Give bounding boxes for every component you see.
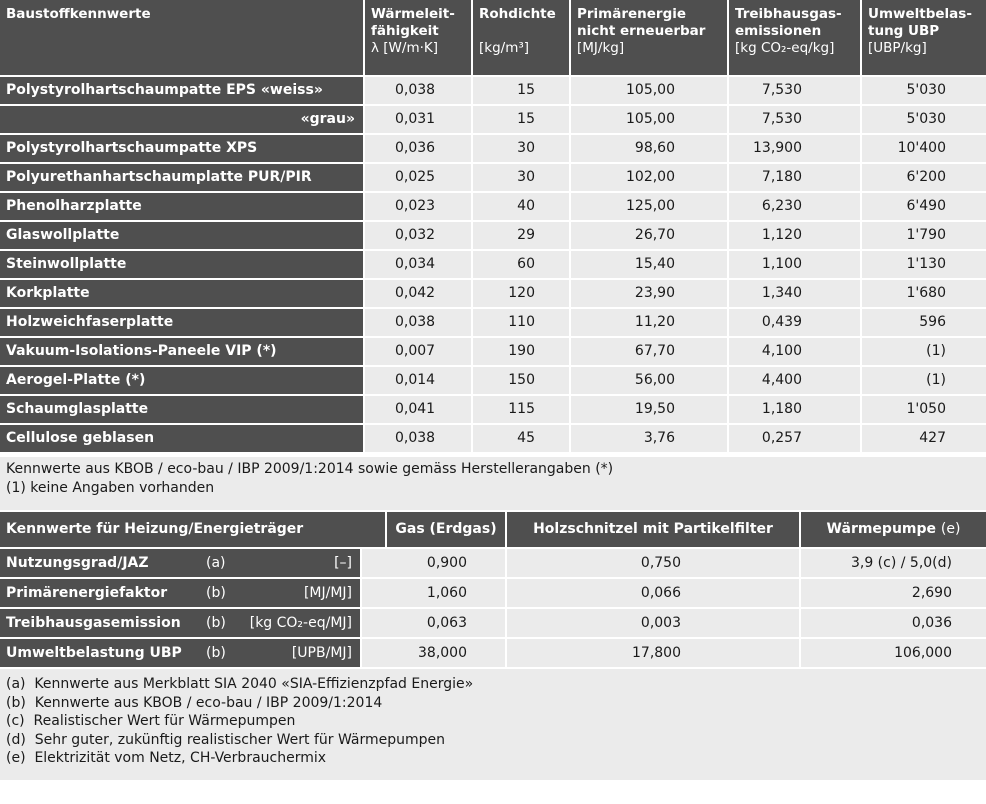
header-primary-energy-title: Primärenergie nicht erneuerbar bbox=[577, 6, 706, 39]
energy-row-label bbox=[0, 609, 360, 637]
header-heatpump bbox=[801, 512, 986, 547]
material-name: Polystyrolhartschaumpatte EPS «weiss» bbox=[0, 77, 363, 104]
header-ghg-title: Treibhausgas-emissionen bbox=[735, 6, 842, 39]
energy-row-name: Treibhausgasemission bbox=[6, 615, 181, 631]
material-energy: 67,70 bbox=[571, 338, 727, 365]
material-ubp: 1'790 bbox=[862, 222, 986, 249]
material-lambda: 0,007 bbox=[365, 338, 471, 365]
energy-row-ref: (b) bbox=[206, 585, 226, 601]
energy-gas-value: 0,063 bbox=[362, 609, 505, 637]
material-energy: 56,00 bbox=[571, 367, 727, 394]
header-density bbox=[473, 0, 569, 75]
header-ubp-title: Umweltbelas-tung UBP bbox=[868, 6, 972, 39]
header-conductivity-title: Wärmeleit-fähigkeit bbox=[371, 6, 455, 39]
material-ghg: 7,530 bbox=[729, 106, 860, 133]
material-ubp: (1) bbox=[862, 367, 986, 394]
material-lambda: 0,032 bbox=[365, 222, 471, 249]
material-ghg: 0,257 bbox=[729, 425, 860, 452]
heating-notes bbox=[0, 669, 986, 780]
materials-note-source: Kennwerte aus KBOB / eco-bau / IBP 2009/1:2014 sowie gemäss Herstellerangaben (*) bbox=[6, 461, 614, 477]
material-density: 115 bbox=[473, 396, 569, 423]
energy-row-name: Umweltbelastung UBP bbox=[6, 645, 182, 661]
energy-wood-value: 0,003 bbox=[507, 609, 799, 637]
material-energy: 15,40 bbox=[571, 251, 727, 278]
material-density: 29 bbox=[473, 222, 569, 249]
heating-note-d: (d) Sehr guter, zukünftig realistischer Wert für Wärmepumpen bbox=[6, 731, 446, 748]
material-name: Vakuum-Isolations-Paneele VIP (*) bbox=[0, 338, 363, 365]
energy-wood-value: 0,066 bbox=[507, 579, 799, 607]
material-ghg: 1,120 bbox=[729, 222, 860, 249]
energy-wood-value: 17,800 bbox=[507, 639, 799, 667]
header-heating bbox=[0, 512, 385, 547]
material-density: 15 bbox=[473, 77, 569, 104]
material-name: Steinwollplatte bbox=[0, 251, 363, 278]
material-name: Glaswollplatte bbox=[0, 222, 363, 249]
energy-row-name: Nutzungsgrad/JAZ bbox=[6, 555, 149, 571]
energy-gas-value: 0,900 bbox=[362, 549, 505, 577]
energy-row-ref: (a) bbox=[206, 555, 226, 571]
material-name: «grau» bbox=[0, 106, 363, 133]
material-name: Cellulose geblasen bbox=[0, 425, 363, 452]
energy-heatpump-value: 2,690 bbox=[801, 579, 986, 607]
material-lambda: 0,038 bbox=[365, 425, 471, 452]
header-primary-energy bbox=[571, 0, 727, 75]
material-lambda: 0,041 bbox=[365, 396, 471, 423]
heating-note-a: (a) Kennwerte aus Merkblatt SIA 2040 «SIA-Effizienzpfad Energie» bbox=[6, 676, 474, 692]
header-ghg-unit: [kg CO₂-eq/kg] bbox=[735, 40, 835, 56]
material-ubp: 596 bbox=[862, 309, 986, 336]
material-ghg: 1,180 bbox=[729, 396, 860, 423]
material-density: 110 bbox=[473, 309, 569, 336]
material-ghg: 7,180 bbox=[729, 164, 860, 191]
energy-heatpump-value: 106,000 bbox=[801, 639, 986, 667]
material-energy: 26,70 bbox=[571, 222, 727, 249]
material-name: Korkplatte bbox=[0, 280, 363, 307]
energy-row-label bbox=[0, 579, 360, 607]
material-density: 15 bbox=[473, 106, 569, 133]
material-ghg: 0,439 bbox=[729, 309, 860, 336]
material-lambda: 0,038 bbox=[365, 309, 471, 336]
material-density: 60 bbox=[473, 251, 569, 278]
energy-heatpump-value: 0,036 bbox=[801, 609, 986, 637]
material-ubp: 1'680 bbox=[862, 280, 986, 307]
materials-notes bbox=[0, 457, 986, 510]
material-ubp: 427 bbox=[862, 425, 986, 452]
material-ubp: (1) bbox=[862, 338, 986, 365]
material-ubp: 1'130 bbox=[862, 251, 986, 278]
energy-row-unit: [UPB/MJ] bbox=[291, 645, 352, 661]
material-name: Aerogel-Platte (*) bbox=[0, 367, 363, 394]
header-ubp bbox=[862, 0, 986, 75]
material-ubp: 6'490 bbox=[862, 193, 986, 220]
material-ghg: 7,530 bbox=[729, 77, 860, 104]
header-conductivity bbox=[365, 0, 471, 75]
material-ghg: 4,400 bbox=[729, 367, 860, 394]
material-energy: 102,00 bbox=[571, 164, 727, 191]
material-density: 40 bbox=[473, 193, 569, 220]
energy-row-unit: [kg CO₂-eq/MJ] bbox=[249, 615, 352, 631]
material-name: Polyurethanhartschaumplatte PUR/PIR bbox=[0, 164, 363, 191]
header-primary-energy-unit: [MJ/kg] bbox=[577, 40, 625, 56]
material-lambda: 0,025 bbox=[365, 164, 471, 191]
material-lambda: 0,042 bbox=[365, 280, 471, 307]
material-energy: 105,00 bbox=[571, 106, 727, 133]
material-lambda: 0,031 bbox=[365, 106, 471, 133]
header-density-unit: [kg/m³] bbox=[479, 40, 530, 56]
material-name: Phenolharzplatte bbox=[0, 193, 363, 220]
material-lambda: 0,034 bbox=[365, 251, 471, 278]
material-density: 120 bbox=[473, 280, 569, 307]
header-ghg bbox=[729, 0, 860, 75]
material-energy: 98,60 bbox=[571, 135, 727, 162]
material-lambda: 0,014 bbox=[365, 367, 471, 394]
material-ubp: 5'030 bbox=[862, 106, 986, 133]
material-ghg: 13,900 bbox=[729, 135, 860, 162]
material-ghg: 4,100 bbox=[729, 338, 860, 365]
material-energy: 105,00 bbox=[571, 77, 727, 104]
material-ghg: 1,100 bbox=[729, 251, 860, 278]
header-gas bbox=[387, 512, 505, 547]
header-material bbox=[0, 0, 363, 75]
energy-row-ref: (b) bbox=[206, 615, 226, 631]
energy-row-name: Primärenergiefaktor bbox=[6, 585, 168, 601]
header-ubp-unit: [UBP/kg] bbox=[868, 40, 927, 56]
material-lambda: 0,038 bbox=[365, 77, 471, 104]
material-energy: 3,76 bbox=[571, 425, 727, 452]
material-density: 190 bbox=[473, 338, 569, 365]
energy-row-label bbox=[0, 549, 360, 577]
material-ghg: 6,230 bbox=[729, 193, 860, 220]
material-ubp: 1'050 bbox=[862, 396, 986, 423]
material-energy: 11,20 bbox=[571, 309, 727, 336]
header-conductivity-unit: λ [W/m·K] bbox=[371, 40, 439, 56]
material-energy: 19,50 bbox=[571, 396, 727, 423]
material-density: 150 bbox=[473, 367, 569, 394]
material-energy: 23,90 bbox=[571, 280, 727, 307]
material-density: 45 bbox=[473, 425, 569, 452]
material-energy: 125,00 bbox=[571, 193, 727, 220]
energy-gas-value: 38,000 bbox=[362, 639, 505, 667]
material-name: Schaumglasplatte bbox=[0, 396, 363, 423]
header-density-title: Rohdichte bbox=[479, 6, 556, 22]
header-wood bbox=[507, 512, 799, 547]
energy-gas-value: 1,060 bbox=[362, 579, 505, 607]
material-ubp: 6'200 bbox=[862, 164, 986, 191]
energy-row-unit: [MJ/MJ] bbox=[303, 585, 352, 601]
header-wood-title: Holzschnitzel mit Partikelfilter bbox=[533, 521, 773, 537]
material-lambda: 0,036 bbox=[365, 135, 471, 162]
heating-note-c: (c) Realistischer Wert für Wärmepumpen bbox=[6, 713, 296, 729]
heating-note-e: (e) Elektrizität vom Netz, CH-Verbrauchermix bbox=[6, 750, 327, 766]
material-lambda: 0,023 bbox=[365, 193, 471, 220]
materials-note-missing: (1) keine Angaben vorhanden bbox=[6, 479, 215, 496]
material-density: 30 bbox=[473, 135, 569, 162]
material-ubp: 5'030 bbox=[862, 77, 986, 104]
material-name: Polystyrolhartschaumpatte XPS bbox=[0, 135, 363, 162]
material-ghg: 1,340 bbox=[729, 280, 860, 307]
heating-note-b: (b) Kennwerte aus KBOB / eco-bau / IBP 2009/1:2014 bbox=[6, 694, 383, 711]
energy-heatpump-value: 3,9 (c) / 5,0(d) bbox=[801, 549, 986, 577]
energy-row-ref: (b) bbox=[206, 645, 226, 661]
header-heatpump-title: Wärmepumpe bbox=[826, 521, 937, 537]
header-heatpump-ref: (e) bbox=[940, 521, 961, 537]
header-gas-title: Gas (Erdgas) bbox=[395, 521, 497, 537]
energy-wood-value: 0,750 bbox=[507, 549, 799, 577]
material-density: 30 bbox=[473, 164, 569, 191]
header-material-title: Baustoffkennwerte bbox=[6, 6, 151, 22]
energy-row-unit: [–] bbox=[334, 555, 352, 571]
material-name: Holzweichfaserplatte bbox=[0, 309, 363, 336]
energy-row-label bbox=[0, 639, 360, 667]
material-ubp: 10'400 bbox=[862, 135, 986, 162]
header-heating-title: Kennwerte für Heizung/Energieträger bbox=[6, 521, 304, 537]
